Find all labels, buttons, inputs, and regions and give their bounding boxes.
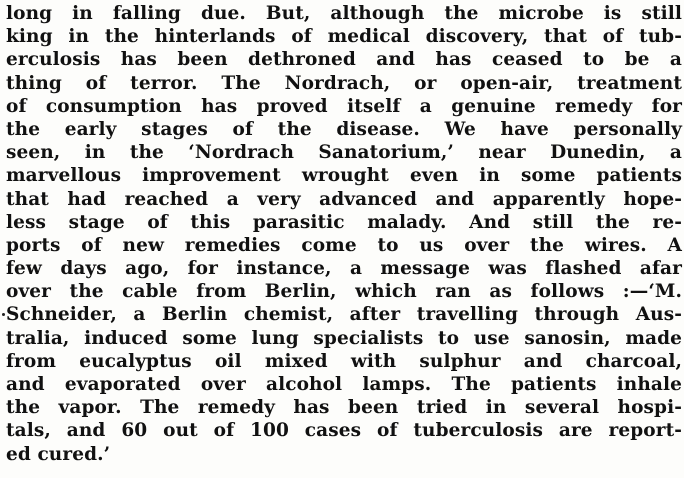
article-column <box>6 2 682 466</box>
article-line-19: tals, and 60 out of 100 cases of tuberculosis are report- <box>6 420 682 442</box>
article-line-1: long in falling due. But, although the microbe is still <box>6 3 682 24</box>
article-line-8: marvellous improvement wrought even in some patients <box>6 165 682 187</box>
article-line-16: from eucalyptus oil mixed with sulphur and charcoal, <box>6 350 682 372</box>
article-line-13: over the cable from Berlin, which ran as follows :—‘M. <box>6 281 682 303</box>
article-line-12: few days ago, for instance, a message was flashed afar <box>6 258 682 280</box>
article-line-3: erculosis has been dethroned and has ceased to be a <box>6 49 682 71</box>
article-line-14: Schneider, a Berlin chemist, after travelling through Aus- <box>6 304 682 326</box>
article-line-15: tralia, induced some lung specialists to use sanosin, made <box>6 327 682 349</box>
article-line-20: ed cured.’ <box>6 443 111 465</box>
article-line-6: the early stages of the disease. We have personally <box>6 118 682 140</box>
ink-speck <box>2 313 5 316</box>
article-line-11: ports of new remedies come to us over the wires. A <box>6 234 682 256</box>
article-line-4: thing of terror. The Nordrach, or open-air, treatment <box>6 72 682 94</box>
article-line-7: seen, in the ‘Nordrach Sanatorium,’ near Dunedin, a <box>6 142 682 164</box>
article-line-2: king in the hinterlands of medical discovery, that of tub- <box>6 26 682 48</box>
article-line-17: and evaporated over alcohol lamps. The patients inhale <box>6 374 682 395</box>
article-line-5: of consumption has proved itself a genuine remedy for <box>6 95 682 117</box>
article-line-18: the vapor. The remedy has been tried in several hospi- <box>6 397 682 419</box>
article-line-10: less stage of this parasitic malady. And still the re- <box>6 211 682 233</box>
article-line-9: that had reached a very advanced and apparently hope- <box>6 188 682 210</box>
